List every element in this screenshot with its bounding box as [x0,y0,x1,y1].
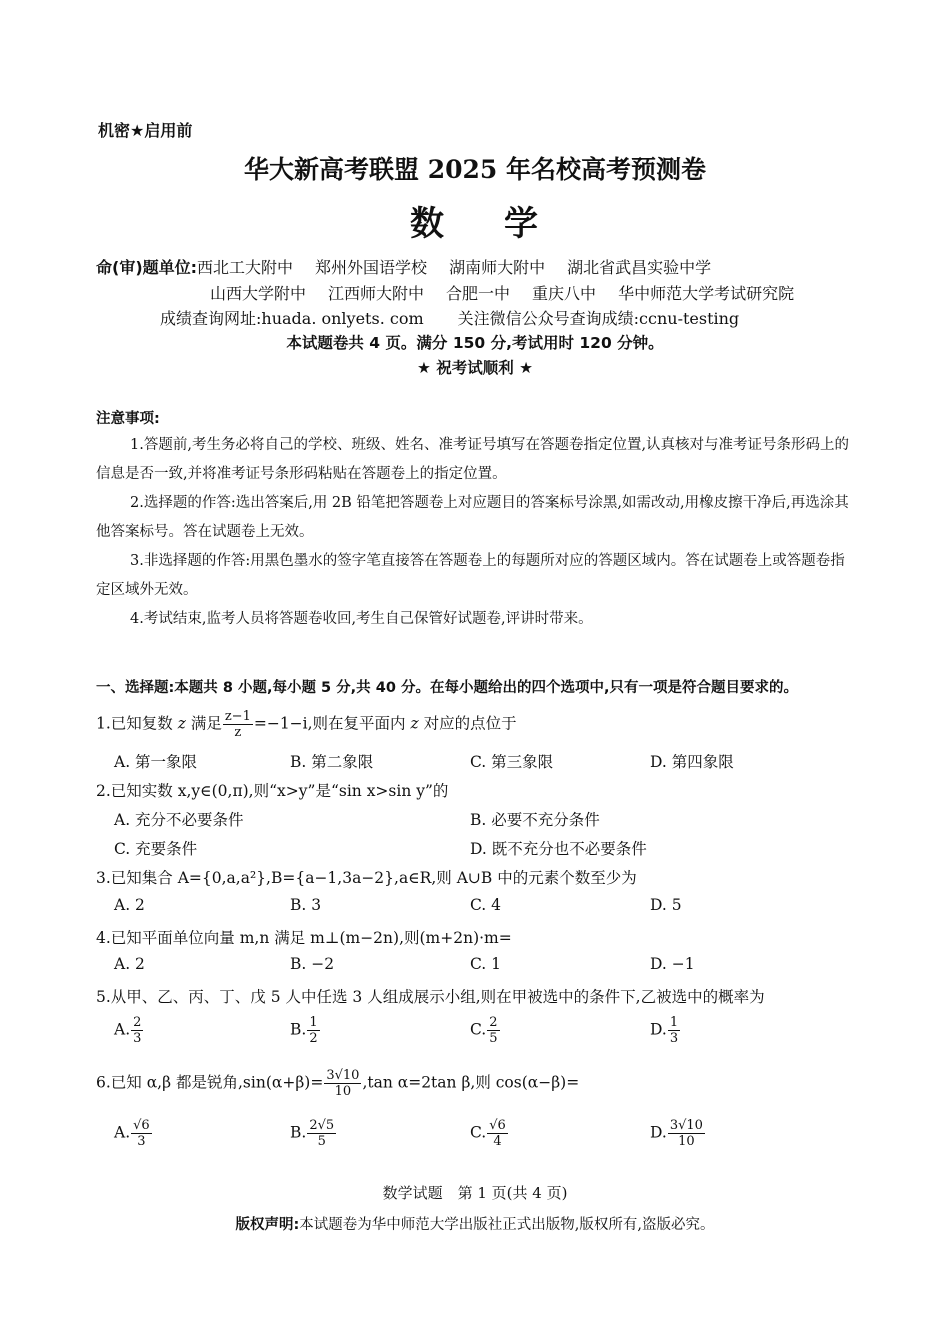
q6-frac-num: 3√10 [326,1068,360,1083]
frac-num: 2 [133,1015,142,1030]
option-fraction [131,1015,143,1046]
q6-frac-den: 10 [334,1084,352,1099]
q6-option-c [470,1118,509,1149]
q1-frac-den: z [234,725,242,740]
frac-den: 3 [137,1134,146,1149]
score-website: 成绩查询网址:huada. onlyets. com [160,309,424,328]
subject-char-2: 学 [504,204,540,244]
frac-num: 2 [489,1015,498,1030]
frac-den: 3 [133,1031,142,1046]
author-unit: 合肥一中 [446,284,511,303]
author-units-row-1 [96,255,711,278]
option-label: A. [114,1123,131,1142]
option-label: C. [470,1123,487,1142]
q6-option-b [290,1118,337,1149]
author-unit: 山西大学附中 [210,284,307,303]
q1-fraction [223,709,253,740]
question-3-stem: 3.已知集合 A={0,a,a²},B={a−1,3a−2},a∈R,则 A∪B 中的元素个数至少为 [96,869,637,887]
option-fraction [668,1118,705,1149]
q6-option-a [114,1118,153,1149]
frac-num: 1 [309,1015,318,1030]
option-fraction [307,1015,319,1046]
q3-option-d: D. 5 [650,896,682,914]
q4-option-d: D. −1 [650,955,695,973]
q6-option-d [650,1118,706,1149]
question-6-stem [96,1068,579,1099]
copyright-label: 版权声明: [235,1217,300,1233]
frac-den: 2 [309,1031,318,1046]
author-unit: 湖南师大附中 [449,258,546,277]
q4-option-c: C. 1 [470,955,502,973]
q1-text: =−1−i,则在复平面内 [253,714,411,733]
option-fraction [131,1118,152,1149]
option-label: B. [290,1123,307,1142]
q4-option-b: B. −2 [290,955,335,973]
q1-text: 1.已知复数 [96,714,178,733]
question-5-stem: 5.从甲、乙、丙、丁、戊 5 人中任选 3 人组成展示小组,则在甲被选中的条件下,乙被选中的概率为 [96,988,765,1006]
author-units-row-2 [210,281,794,304]
q6-text: 6.已知 α,β 都是锐角,sin(α+β)= [96,1073,324,1092]
notes-heading: 注意事项: [96,411,160,427]
good-luck-line: ★ 祝考试顺利 ★ [416,359,534,377]
note-item: 1.答题前,考生务必将自己的学校、班级、姓名、准考证号填写在答题卷指定位置,认真核对与准考证号条形码上的信息是否一致,并将准考证号条形码粘贴在答题卷上的指定位置。 [96,437,850,482]
author-unit: 重庆八中 [532,284,597,303]
frac-num: 1 [669,1015,679,1030]
q2-option-b: B. 必要不充分条件 [470,811,600,829]
subject-title [0,196,950,245]
q3-option-a: A. 2 [114,896,145,914]
subject-char-1: 数 [410,204,446,244]
q1-option-b: B. 第二象限 [290,753,374,771]
copyright-text: 本试题卷为华中师范大学出版社正式出版物,版权所有,盗版必究。 [299,1217,715,1233]
option-fraction [307,1118,336,1149]
frac-den: 5 [489,1031,498,1046]
option-label: B. [290,1020,307,1039]
q5-option-a [114,1015,144,1046]
note-item: 4.考试结束,监考人员将答题卷收回,考生自己保管好试题卷,评讲时带来。 [130,611,593,627]
author-unit: 郑州外国语学校 [315,258,428,277]
author-units-label: 命(审)题单位: [96,258,198,277]
q2-option-a: A. 充分不必要条件 [114,811,244,829]
section-heading: 一、选择题:本题共 8 小题,每小题 5 分,共 40 分。在每小题给出的四个选项中,只有一项是符合题目要求的。 [96,680,798,696]
author-unit: 湖北省武昌实验中学 [567,258,712,277]
q3-option-c: C. 4 [470,896,502,914]
option-fraction [487,1015,499,1046]
q1-frac-num: z−1 [224,709,251,724]
author-unit: 华中师范大学考试研究院 [618,284,795,303]
note-item: 2.选择题的作答:选出答案后,用 2B 铅笔把答题卷上对应题目的答案标号涂黑,如需改动,用橡皮擦干净后,再选涂其他答案标号。答在试题卷上无效。 [96,495,849,540]
q1-var: z [410,714,419,733]
wechat-account: 关注微信公众号查询成绩:ccnu-testing [457,309,740,328]
q5-option-b [290,1015,321,1046]
author-unit: 西北工大附中 [197,258,294,277]
question-4-stem: 4.已知平面单位向量 m,n 满足 m⊥(m−2n),则(m+2n)·m= [96,929,512,947]
q6-text: ,tan α=2tan β,则 cos(α−β)= [362,1073,580,1092]
option-fraction [668,1015,680,1046]
confidential-mark: 机密★启用前 [98,121,193,140]
option-label: C. [470,1020,487,1039]
q3-option-b: B. 3 [290,896,322,914]
option-label: D. [650,1123,667,1142]
frac-den: 10 [678,1134,695,1149]
question-2-stem: 2.已知实数 x,y∈(0,π),则“x>y”是“sin x>sin y”的 [96,782,449,800]
frac-den: 3 [669,1031,679,1046]
question-1-stem [96,709,517,740]
q1-text: 对应的点位于 [418,714,517,733]
page-footer: 数学试题 第 1 页(共 4 页) [382,1184,568,1202]
option-label: D. [650,1020,667,1039]
q4-option-a: A. 2 [114,955,145,973]
q1-text: 满足 [185,714,222,733]
frac-den: 5 [317,1134,326,1149]
note-item: 3.非选择题的作答:用黑色墨水的签字笔直接答在答题卷上的每题所对应的答题区域内。答在试题卷上或答题卷指定区域外无效。 [96,553,845,598]
frac-num: √6 [489,1118,506,1133]
exam-info: 本试题卷共 4 页。满分 150 分,考试用时 120 分钟。 [286,334,664,352]
frac-num: 2√5 [309,1118,335,1133]
q1-option-a: A. 第一象限 [114,753,198,771]
exam-title: 华大新高考联盟 2025 年名校高考预测卷 [244,155,706,184]
copyright-notice [0,1213,950,1234]
q5-option-c [470,1015,501,1046]
author-unit: 江西师大附中 [328,284,425,303]
q1-option-c: C. 第三象限 [470,753,554,771]
q2-option-d: D. 既不充分也不必要条件 [470,840,647,858]
option-fraction [487,1118,508,1149]
frac-den: 4 [493,1134,502,1149]
score-query-line [160,306,739,329]
q6-fraction [324,1068,361,1099]
q5-option-d [650,1015,681,1046]
frac-num: 3√10 [669,1118,703,1133]
frac-num: √6 [133,1118,150,1133]
q1-option-d: D. 第四象限 [650,753,734,771]
q1-var: z [177,714,186,733]
q2-option-c: C. 充要条件 [114,840,198,858]
option-label: A. [114,1020,131,1039]
